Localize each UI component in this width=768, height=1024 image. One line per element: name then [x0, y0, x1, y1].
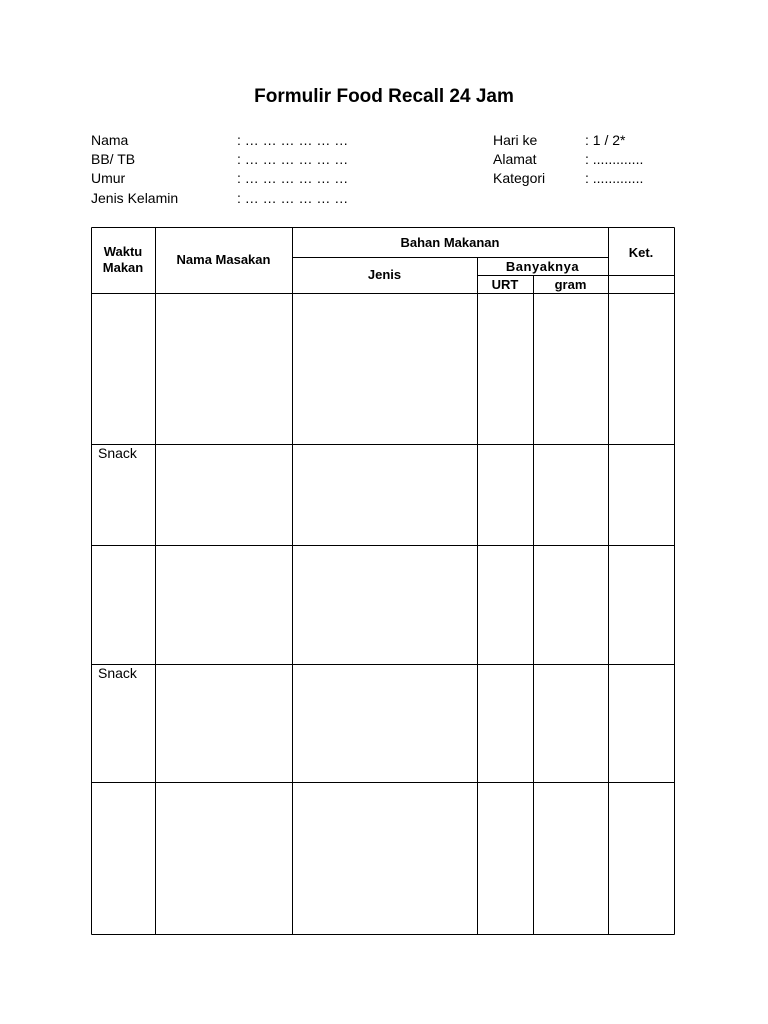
header-urt: URT	[491, 277, 519, 292]
field-value-hari-ke: : 1 / 2*	[585, 132, 626, 148]
field-label-kategori: Kategori	[493, 170, 546, 186]
header-banyaknya: Banyaknya	[505, 259, 580, 274]
field-value-bb-tb: : … … … … … …	[237, 151, 349, 167]
field-label-umur: Umur	[91, 170, 126, 186]
header-nama-masakan: Nama Masakan	[176, 252, 271, 267]
field-value-nama: : … … … … … …	[237, 132, 349, 148]
field-label-bb-tb: BB/ TB	[91, 151, 136, 167]
row-label-snack-1: Snack	[98, 445, 137, 461]
field-value-alamat: : .............	[585, 151, 644, 167]
header-waktu-makan: Waktu Makan	[102, 244, 144, 275]
field-label-hari-ke: Hari ke	[493, 132, 538, 148]
row-label-snack-2: Snack	[98, 665, 137, 681]
header-bahan-makanan: Bahan Makanan	[400, 235, 500, 250]
field-value-jenis-kelamin: : … … … … … …	[237, 190, 349, 206]
field-label-nama: Nama	[91, 132, 129, 148]
header-jenis: Jenis	[367, 267, 402, 282]
field-label-alamat: Alamat	[493, 151, 537, 167]
header-gram: gram	[554, 277, 587, 292]
form-title: Formulir Food Recall 24 Jam	[254, 86, 514, 107]
field-value-umur: : … … … … … …	[237, 170, 349, 186]
header-ket: Ket.	[628, 245, 654, 260]
field-label-jenis-kelamin: Jenis Kelamin	[91, 190, 179, 206]
field-value-kategori: : .............	[585, 170, 644, 186]
